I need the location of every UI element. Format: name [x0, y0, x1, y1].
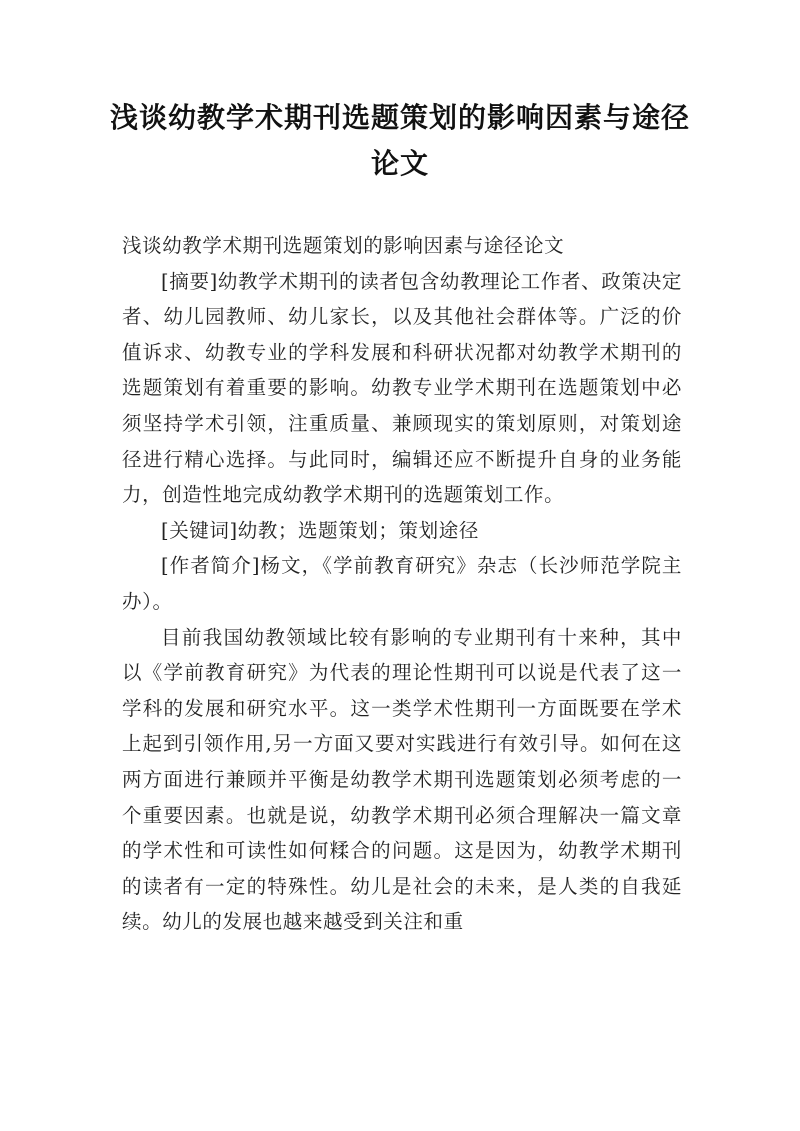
author-paragraph: [作者简介]杨文，《学前教育研究》杂志（长沙师范学院主办）。 [122, 554, 682, 613]
document-title: 浅谈幼教学术期刊选题策划的影响因素与途径论文 [109, 101, 690, 180]
abstract-paragraph: [摘要]幼教学术期刊的读者包含幼教理论工作者、政策决定者、幼儿园教师、幼儿家长，以及其他社会群体等。广泛的价值诉求、幼教专业的学科发展和科研状况都对幼教学术期刊的选题策划有着重要的影响。幼教专业学术期刊在选题策划中必须坚持学术引领，注重质量、兼顾现实的策划原则，对策划途径进行精心选择。与此同时，编辑还应不断提升自身的业务能力，创造性地完成幼教学术期刊的选题策划工作。 [122, 269, 682, 507]
document-body [122, 228, 682, 940]
body-paragraph: 目前我国幼教领域比较有影响的专业期刊有十来种，其中以《学前教育研究》为代表的理论性期刊可以说是代表了这一学科的发展和研究水平。这一类学术性期刊一方面既要在学术上起到引领作用,另一方面又要对实践进行有效引导。如何在这两方面进行兼顾并平衡是幼教学术期刊选题策划必须考虑的一个重要因素。也就是说，幼教学术期刊必须合理解决一篇文章的学术性和可读性如何糅合的问题。这是因为，幼教学术期刊的读者有一定的特殊性。幼儿是社会的未来，是人类的自我延续。幼儿的发展也越来越受到关注和重 [122, 625, 682, 934]
keywords-paragraph: [关键词]幼教；选题策划；策划途径 [161, 518, 479, 542]
subtitle-paragraph: 浅谈幼教学术期刊选题策划的影响因素与途径论文 [122, 234, 565, 257]
